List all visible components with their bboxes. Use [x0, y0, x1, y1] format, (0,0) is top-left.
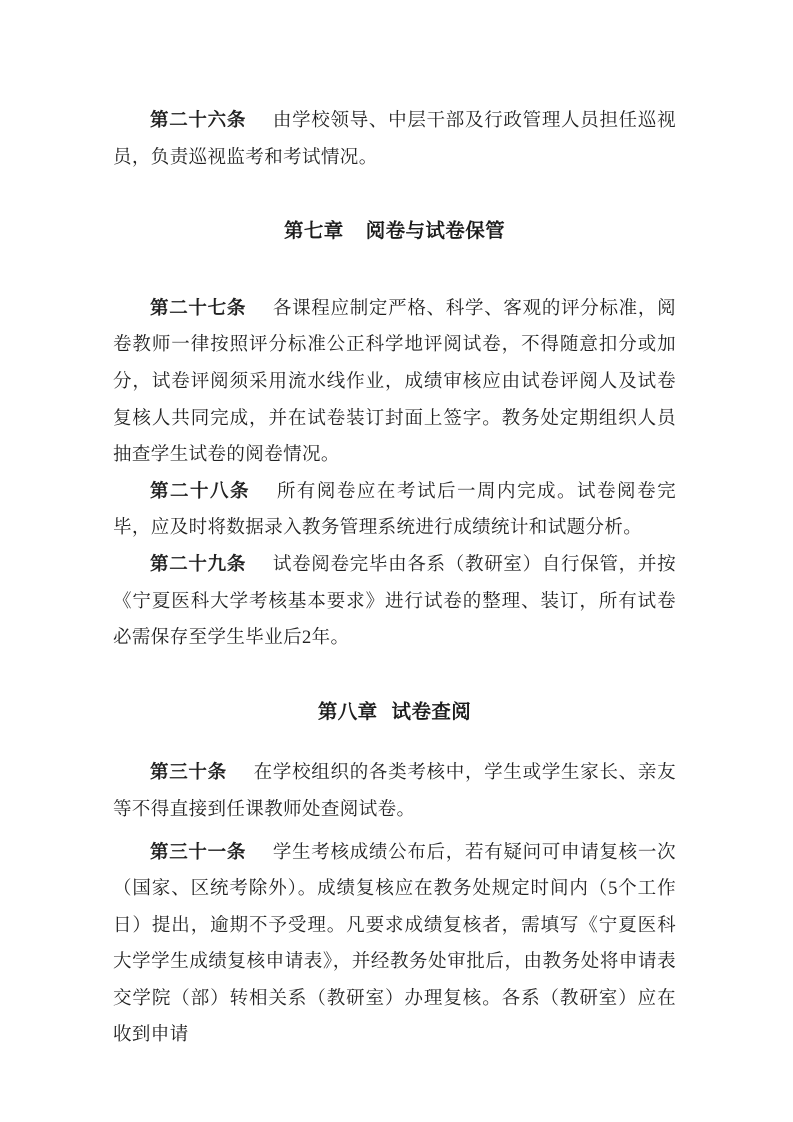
article-27-text: 各课程应制定严格、科学、客观的评分标准，阅卷教师一律按照评分标准公正科学地评阅试卷，不得随意扣分或加分，试卷评阅须采用流水线作业，成绩审核应由试卷评阅人及试卷复核人共同完成，并在试卷装订封面上签字。教务处定期组织人员抽查学生试卷的阅卷情况。 — [113, 298, 676, 466]
article-28 — [113, 474, 676, 547]
chapter-7-heading — [113, 214, 676, 251]
article-30 — [113, 755, 676, 828]
article-28-number: 第二十八条 — [150, 481, 251, 502]
chapter-7-number: 第七章 — [283, 221, 344, 243]
chapter-8-title: 试卷查阅 — [391, 701, 472, 723]
article-29 — [113, 547, 676, 657]
article-26 — [113, 103, 676, 176]
chapter-7-title: 阅卷与试卷保管 — [365, 221, 505, 243]
article-29-text: 试卷阅卷完毕由各系（教研室）自行保管，并按《宁夏医科大学考核基本要求》进行试卷的整理、装订，所有试卷必需保存至学生毕业后2年。 — [113, 554, 676, 649]
article-28-text: 所有阅卷应在考试后一周内完成。试卷阅卷完毕，应及时将数据录入教务管理系统进行成绩统计和试题分析。 — [113, 481, 676, 539]
article-26-number: 第二十六条 — [150, 111, 247, 131]
article-31-number: 第三十一条 — [150, 842, 247, 863]
article-30-text: 在学校组织的各类考核中，学生或学生家长、亲友等不得直接到任课教师处查阅试卷。 — [113, 763, 676, 820]
article-31-text: 学生考核成绩公布后，若有疑问可申请复核一次（国家、区统考除外）。成绩复核应在教务处规定时间内（5个工作日）提出，逾期不予受理。凡要求成绩复核者，需填写《宁夏医科大学学生成绩复核申请表》，并经教务处审批后，由教务处将申请表交学院（部）转相关系（教研室）办理复核。各系（教研室）应在收到申请 — [113, 842, 676, 1046]
article-30-number: 第三十条 — [150, 763, 227, 784]
article-27-number: 第二十七条 — [150, 298, 247, 319]
chapter-8-heading — [113, 695, 676, 732]
article-26-text: 由学校领导、中层干部及行政管理人员担任巡视员，负责巡视监考和考试情况。 — [113, 111, 676, 168]
article-29-number: 第二十九条 — [150, 554, 247, 575]
chapter-8-number: 第八章 — [317, 701, 378, 723]
article-31 — [113, 835, 676, 1055]
article-27 — [113, 291, 676, 474]
